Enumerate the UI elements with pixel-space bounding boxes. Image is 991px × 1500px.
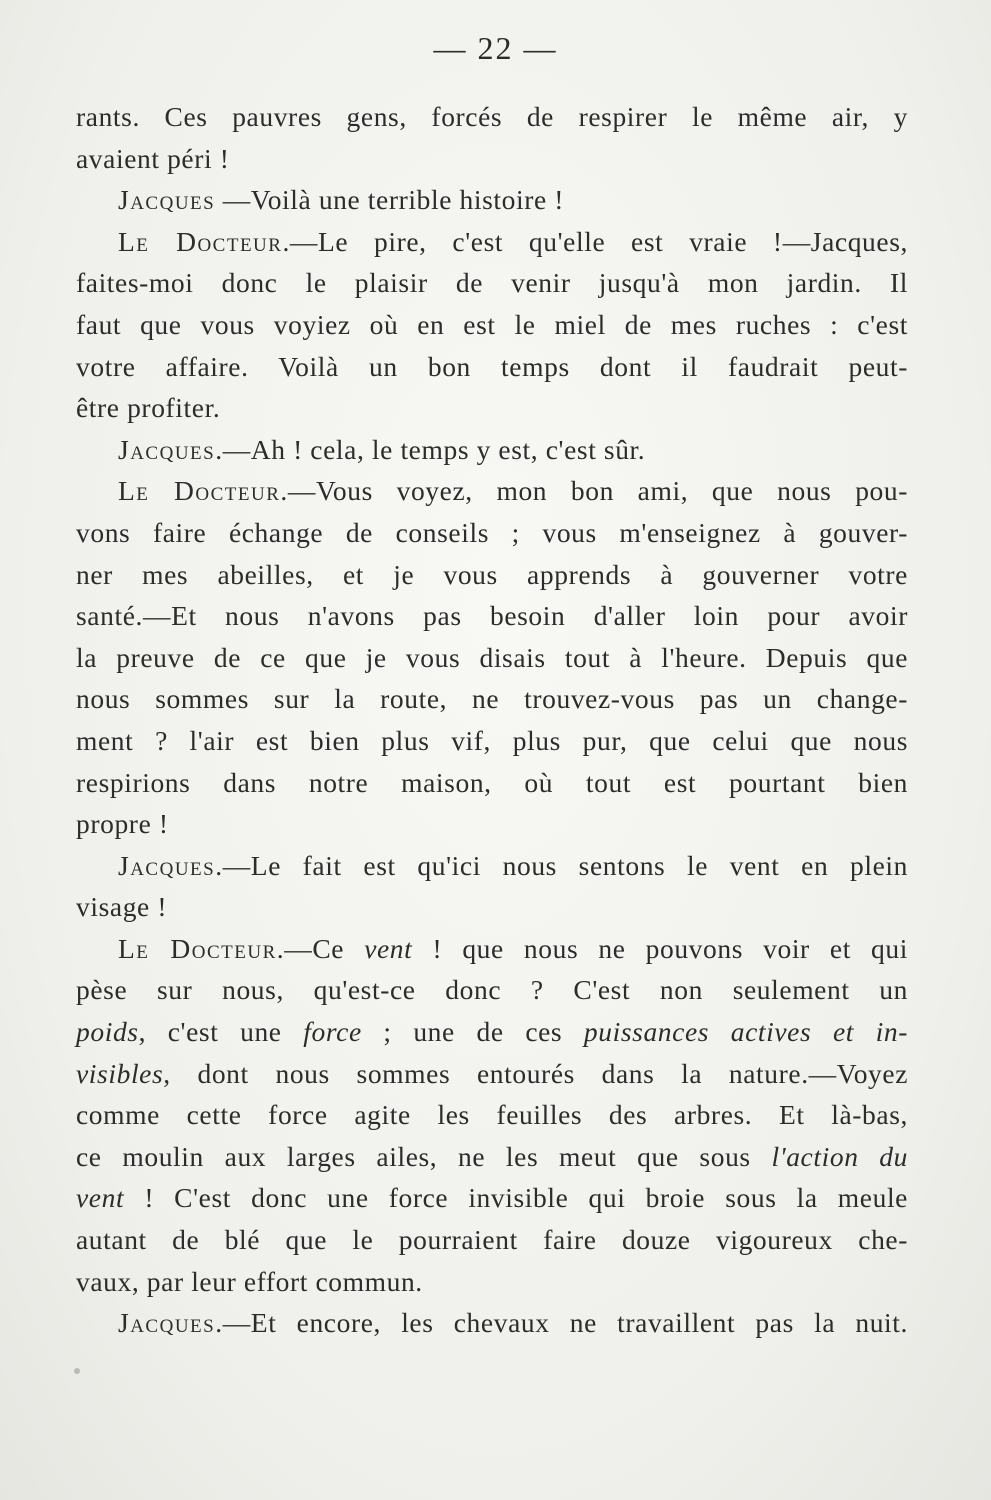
page-number: — 22 — [433,30,558,66]
text-segment: la preuve de ce que je vous disais tout à l'heure. Depuis que [76,641,908,673]
text-line [76,554,908,596]
speaker-name: Le Docteur [118,225,283,257]
text-segment: faites-moi donc le plaisir de venir jusqu'à mon jardin. Il [76,267,908,299]
speaker-name: Jacques [118,849,216,881]
italic-text: visibles [76,1057,164,1089]
text-segment: autant de blé que le pourraient faire douze vigoureux che- [76,1224,908,1256]
italic-text: poids [76,1016,139,1048]
text-segment: avaient péri ! [76,142,230,174]
text-segment: pèse sur nous, qu'est-ce donc ? C'est non seulement un [76,974,908,1006]
text-segment: .—Vous voyez, mon bon ami, que nous pou- [280,475,908,507]
text-line [76,262,908,304]
body-text [76,96,908,1344]
text-line [76,179,908,221]
text-segment: vaux, par leur effort commun. [76,1265,423,1297]
text-line [76,969,908,1011]
italic-text: vent [76,1182,125,1214]
text-line [76,1219,908,1261]
text-line [76,762,908,804]
text-line [76,803,908,845]
text-segment: respirions dans notre maison, où tout est pourtant bien [76,766,908,798]
italic-text: puissances actives et in- [583,1016,908,1048]
text-line [76,1302,908,1344]
text-segment: santé.—Et nous n'avons pas besoin d'aller loin pour avoir [76,600,908,632]
text-line [76,429,908,471]
text-line [76,512,908,554]
text-line [76,845,908,887]
print-speck [74,1368,80,1374]
text-line [76,1094,908,1136]
text-segment: .—Le pire, c'est qu'elle est vraie !—Jacques, [282,225,908,257]
text-line [76,304,908,346]
text-segment: rants. Ces pauvres gens, forcés de respirer le même air, y [76,101,908,132]
text-line [76,1177,908,1219]
italic-text: l'action du [771,1140,908,1172]
text-line [76,1136,908,1178]
text-segment: propre ! [76,808,169,840]
text-segment: .—Le fait est qu'ici nous sentons le vent en plein [215,849,908,881]
text-segment: , dont nous sommes entourés dans la nature.—Voyez [163,1057,908,1089]
italic-text: vent [364,932,413,964]
text-segment: —Voilà une terrible histoire ! [215,184,564,216]
text-segment: ce moulin aux larges ailes, ne les meut que sous [76,1140,772,1172]
speaker-name: Jacques [118,433,216,465]
text-line [76,96,908,138]
text-segment: ! que nous ne pouvons voir et qui [412,932,908,964]
text-segment: .—Ce [276,932,365,964]
text-segment: .—Et encore, les chevaux ne travaillent pas la nuit. [215,1307,908,1339]
text-line [76,387,908,429]
text-line [76,1011,908,1053]
text-line [76,1261,908,1303]
speaker-name: Le Docteur [118,475,281,507]
text-line [76,221,908,263]
text-segment: ner mes abeilles, et je vous apprends à gouverner votre [76,558,908,590]
text-line [76,720,908,762]
text-segment: vons faire échange de conseils ; vous m'enseignez à gouver- [76,516,908,548]
text-segment: visage ! [76,891,168,923]
speaker-name: Jacques [118,184,216,216]
text-line [76,637,908,679]
text-segment: faut que vous voyiez où en est le miel de mes ruches : c'est [76,308,908,340]
text-segment: nous sommes sur la route, ne trouvez-vous pas un change- [76,683,908,715]
italic-text: force [303,1016,362,1048]
text-segment: être profiter. [76,392,221,424]
text-line [76,678,908,720]
text-line [76,346,908,388]
text-segment: ment ? l'air est bien plus vif, plus pur, que celui que nous [76,724,908,756]
text-line [76,138,908,180]
text-segment: ; une de ces [361,1016,584,1048]
text-line [76,595,908,637]
text-segment: comme cette force agite les feuilles des arbres. Et là-bas, [76,1099,908,1131]
text-line [76,1053,908,1095]
text-segment: , c'est une [138,1016,304,1048]
speaker-name: Le Docteur [118,932,277,964]
text-line [76,886,908,928]
text-line [76,928,908,970]
speaker-name: Jacques [118,1307,216,1339]
text-line [76,470,908,512]
text-segment: .—Ah ! cela, le temps y est, c'est sûr. [215,433,646,465]
text-segment: votre affaire. Voilà un bon temps dont il faudrait peut- [76,350,908,382]
text-segment: ! C'est donc une force invisible qui broie sous la meule [124,1182,908,1214]
